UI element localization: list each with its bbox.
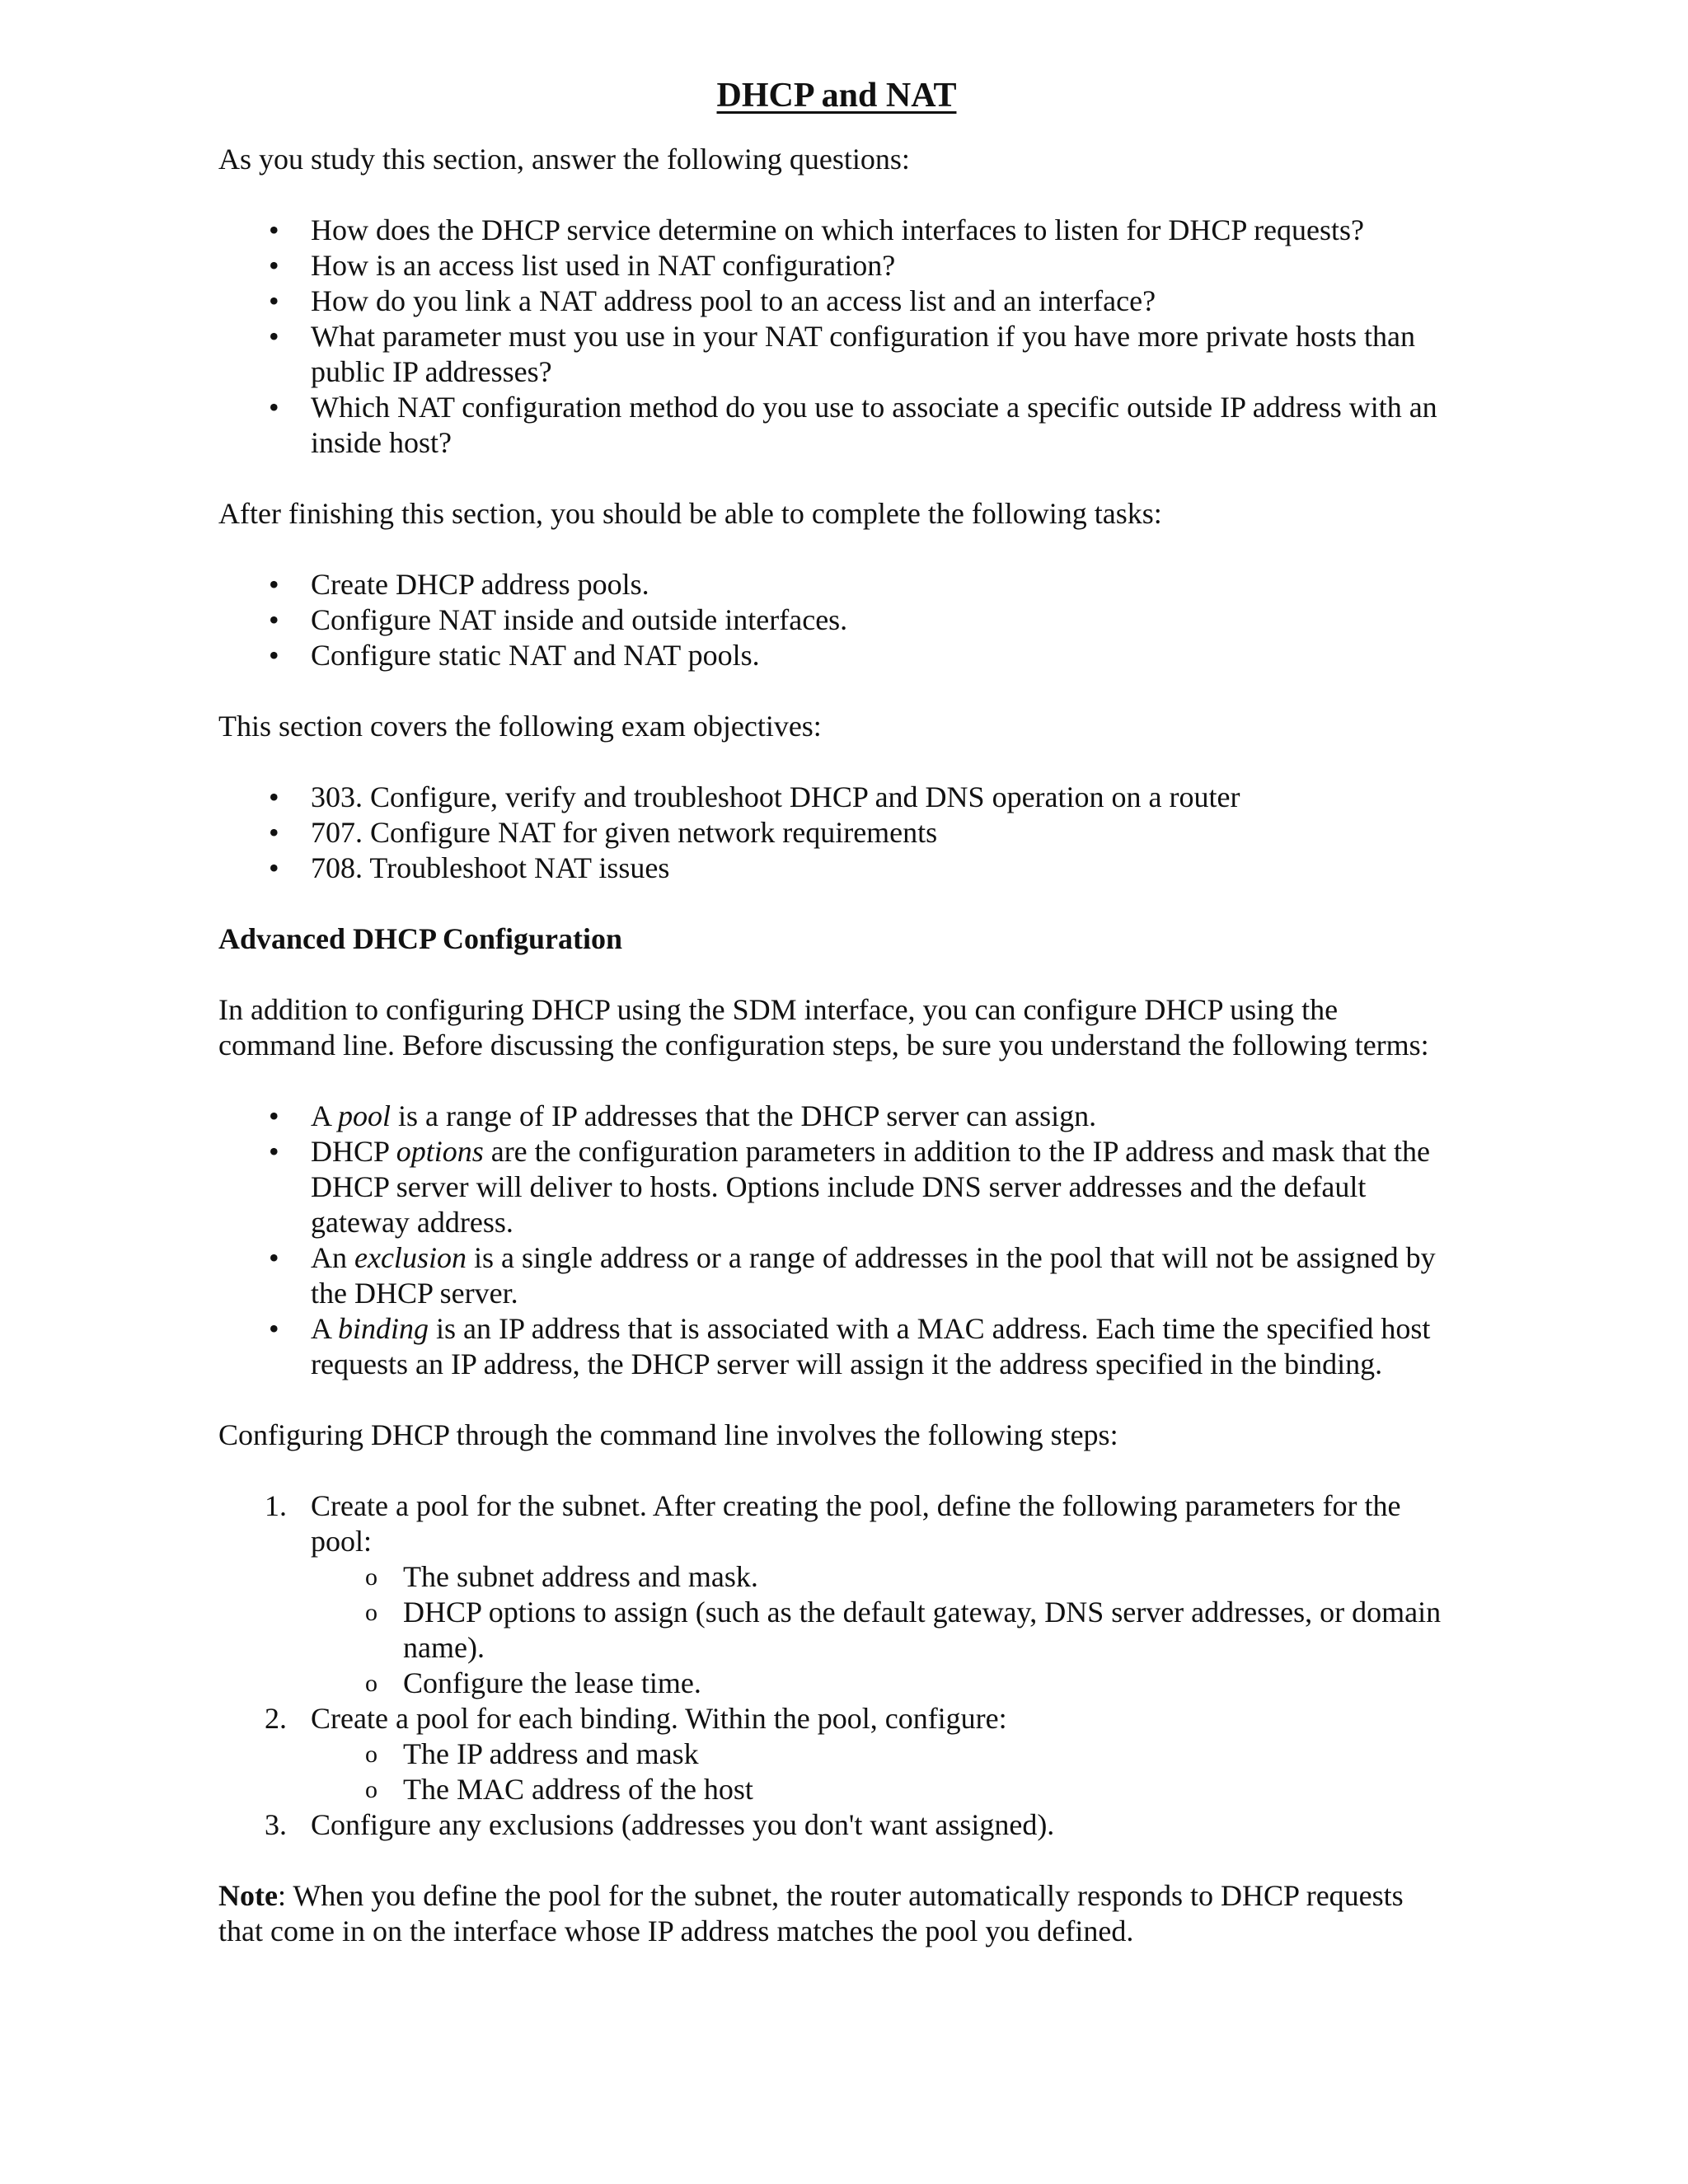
bullet-icon: • xyxy=(269,284,279,317)
term-item: • DHCP options are the configuration parameters in addition to the IP address and mask that the DHCP server will deliver to hosts. Options include DNS server addresses and the default gateway address. xyxy=(269,1135,1431,1239)
term-item: • A pool is a range of IP addresses that the DHCP server can assign. xyxy=(269,1099,1097,1132)
sub-list xyxy=(311,1559,1455,1701)
step-text: Configure any exclusions (addresses you don't want assigned). xyxy=(311,1808,1055,1841)
question-item: • How does the DHCP service determine on which interfaces to listen for DHCP requests? xyxy=(269,213,1365,246)
sub-item: o The MAC address of the host xyxy=(365,1773,753,1806)
section-heading: Advanced DHCP Configuration xyxy=(218,922,623,955)
bullet-icon: • xyxy=(269,391,279,424)
step-text: Create a pool for the subnet. After creating the pool, define the following parameters for the pool: xyxy=(311,1489,1401,1558)
term-word: binding xyxy=(338,1312,429,1345)
task-item: • Configure static NAT and NAT pools. xyxy=(269,639,760,672)
sub-item: o The subnet address and mask. xyxy=(365,1560,758,1593)
step-item xyxy=(218,1701,1455,1807)
sub-item: o Configure the lease time. xyxy=(365,1666,701,1699)
term-word: exclusion xyxy=(354,1241,467,1274)
tasks-list xyxy=(218,567,1455,673)
bullet-icon: • xyxy=(269,320,279,353)
circle-bullet-icon: o xyxy=(365,1670,377,1697)
circle-bullet-icon: o xyxy=(365,1741,377,1768)
objective-item: • 303. Configure, verify and troubleshoot DHCP and DNS operation on a router xyxy=(269,780,1240,813)
question-item: • What parameter must you use in your NAT configuration if you have more private hosts than public IP addresses? xyxy=(269,320,1415,388)
terms-list xyxy=(218,1099,1455,1382)
tasks-intro: After finishing this section, you should be able to complete the following tasks: xyxy=(218,497,1162,530)
note-label: Note xyxy=(218,1879,278,1912)
term-item: • An exclusion is a single address or a range of addresses in the pool that will not be assigned by the DHCP server. xyxy=(269,1241,1436,1310)
question-item: • Which NAT configuration method do you use to associate a specific outside IP address with an inside host? xyxy=(269,391,1437,459)
steps-list xyxy=(218,1488,1455,1843)
bullet-icon: • xyxy=(269,780,279,813)
step-number: 2. xyxy=(265,1702,287,1735)
step-number: 1. xyxy=(265,1489,287,1522)
sub-list xyxy=(311,1736,1455,1807)
task-item: • Create DHCP address pools. xyxy=(269,568,649,601)
objective-item: • 708. Troubleshoot NAT issues xyxy=(269,851,670,884)
question-item: • How do you link a NAT address pool to an access list and an interface? xyxy=(269,284,1156,317)
bullet-icon: • xyxy=(269,249,279,282)
step-number: 3. xyxy=(265,1808,287,1841)
note-text: : When you define the pool for the subnet, the router automatically responds to DHCP requests that come in on the interface whose IP address matches the pool you defined. xyxy=(218,1879,1404,1947)
bullet-icon: • xyxy=(269,568,279,601)
task-item: • Configure NAT inside and outside interfaces. xyxy=(269,603,848,636)
questions-intro: As you study this section, answer the following questions: xyxy=(218,143,910,176)
term-word: options xyxy=(396,1135,484,1168)
questions-list xyxy=(218,213,1455,461)
objective-item: • 707. Configure NAT for given network requirements xyxy=(269,816,938,849)
section-intro: In addition to configuring DHCP using the SDM interface, you can configure DHCP using the command line. Before discussing the configuration steps, be sure you understand the following terms: xyxy=(218,993,1429,1062)
objectives-list xyxy=(218,780,1455,886)
page-title: DHCP and NAT xyxy=(716,77,957,115)
circle-bullet-icon: o xyxy=(365,1776,377,1803)
bullet-icon: • xyxy=(269,603,279,636)
bullet-icon: • xyxy=(269,816,279,849)
term-word: pool xyxy=(338,1099,392,1132)
circle-bullet-icon: o xyxy=(365,1563,377,1591)
step-item xyxy=(218,1488,1455,1701)
bullet-icon: • xyxy=(269,1312,279,1345)
term-item: • A binding is an IP address that is associated with a MAC address. Each time the specified host requests an IP address, the DHCP server will assign it the address specified in the binding. xyxy=(269,1312,1431,1380)
bullet-icon: • xyxy=(269,851,279,884)
note-paragraph xyxy=(218,1878,1455,1949)
bullet-icon: • xyxy=(269,639,279,672)
sub-item: o DHCP options to assign (such as the default gateway, DNS server addresses, or domain name). xyxy=(365,1596,1442,1664)
sub-item: o The IP address and mask xyxy=(365,1737,699,1770)
bullet-icon: • xyxy=(269,213,279,246)
bullet-icon: • xyxy=(269,1099,279,1132)
circle-bullet-icon: o xyxy=(365,1599,377,1626)
steps-intro: Configuring DHCP through the command line involves the following steps: xyxy=(218,1418,1118,1451)
bullet-icon: • xyxy=(269,1135,279,1168)
step-text: Create a pool for each binding. Within the pool, configure: xyxy=(311,1702,1007,1735)
bullet-icon: • xyxy=(269,1241,279,1274)
document-page xyxy=(218,73,1455,1949)
objectives-intro: This section covers the following exam objectives: xyxy=(218,710,822,743)
question-item: • How is an access list used in NAT configuration? xyxy=(269,249,896,282)
step-item xyxy=(218,1807,1455,1843)
